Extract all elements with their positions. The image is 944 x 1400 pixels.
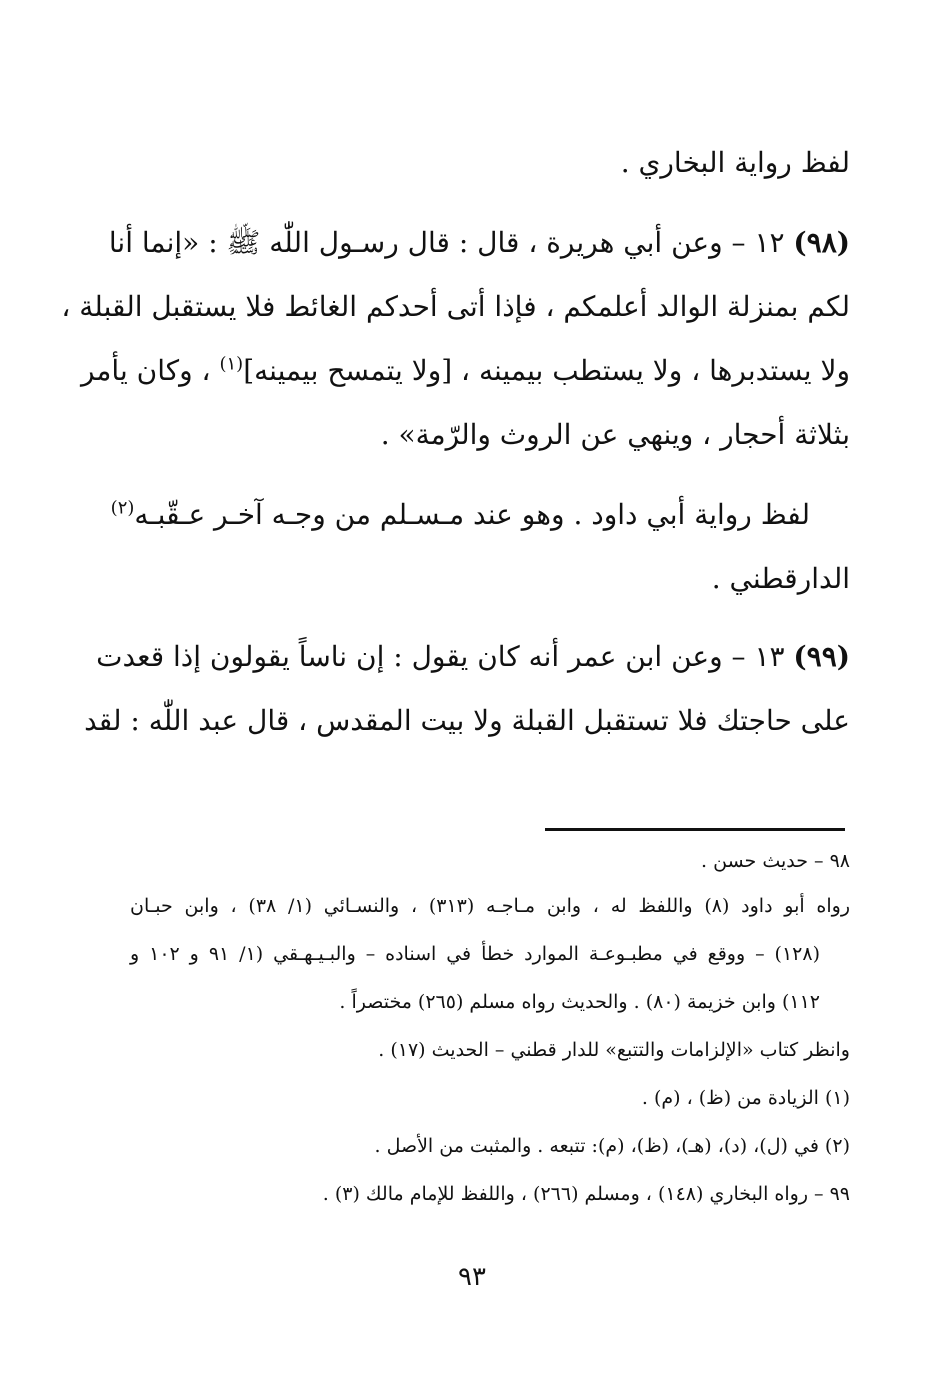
- footnote-line-8: ٩٩ – رواه البخاري (١٤٨) ، ومسلم (٢٦٦) ، واللفظ للإمام مالك (٣) .: [322, 1183, 850, 1205]
- text-line-5: بثلاثة أحجار ، وينهي عن الروث والرّمة» .: [380, 418, 850, 451]
- footnote-divider: [545, 828, 845, 831]
- hadith-98-opening: ١٢ – وعن أبي هريرة ، قال : قال رسـول اللّٰه ﷺ : «إنما أنا: [108, 226, 785, 259]
- footnote-ref-1[interactable]: (١): [219, 353, 244, 375]
- line4-text-b: ، وكان يأمر: [80, 354, 211, 387]
- footnote-line-6: (١) الزيادة من (ظ) ، (م) .: [641, 1087, 850, 1109]
- hadith-99-opening: ١٣ – وعن ابن عمر أنه كان يقول : إن ناساً يقولون إذا قعدت: [96, 640, 785, 673]
- footnote-line-1: ٩٨ – حديث حسن .: [701, 850, 850, 872]
- page-number: ٩٣: [458, 1262, 486, 1292]
- footnote-line-4: ١١٢) وابن خزيمة (٨٠) . والحديث رواه مسلم (٢٦٥) مختصراً .: [339, 991, 820, 1013]
- text-line-7: الدارقطني .: [711, 562, 850, 595]
- hadith-number-99: (٩٩): [793, 640, 850, 673]
- line4-text-a: ولا يستدبرها ، ولا يستطب بيمينه ، [ولا يتمسح بيمينه]: [243, 354, 850, 387]
- footnote-line-7: (٢) في (ل)، (د)، (هـ)، (ظ)، (م): تتبعه . والمثبت من الأصل .: [374, 1135, 850, 1157]
- text-line-8: [96, 624, 850, 690]
- hadith-number-98: (٩٨): [793, 226, 850, 259]
- line6-text: لفظ رواية أبي داود . وهو عند مـسـلم من وجـه آخـر عـقّبـه: [134, 498, 810, 531]
- text-line-1: لفظ رواية البخاري .: [620, 146, 850, 179]
- footnote-line-2: رواه أبو داود (٨) واللفظ له ، وابن مـاجـه (٣١٣) ، والنسـائي (١/ ٣٨) ، وابن حبـان: [130, 895, 851, 917]
- footnote-ref-2[interactable]: (٢): [110, 497, 135, 519]
- text-line-2: [108, 210, 850, 276]
- text-line-3: لكم بمنزلة الوالد أعلمكم ، فإذا أتى أحدكم الغائط فلا يستقبل القبلة ،: [61, 290, 850, 323]
- text-line-4: [80, 338, 850, 404]
- text-line-9: على حاجتك فلا تستقبل القبلة ولا بيت المقدس ، قال عبد اللّٰه : لقد: [84, 704, 850, 737]
- footnote-line-3: (١٢٨) – ووقع في مطبـوعـة الموارد خطأ في اسناده – والبـيـهـقي (١/ ٩١ و ١٠٢ و: [130, 943, 820, 965]
- footnote-line-5: وانظر كتاب «الإلزامات والتتبع» للدار قطني – الحديث (١٧) .: [378, 1039, 850, 1061]
- text-line-6: [110, 482, 810, 548]
